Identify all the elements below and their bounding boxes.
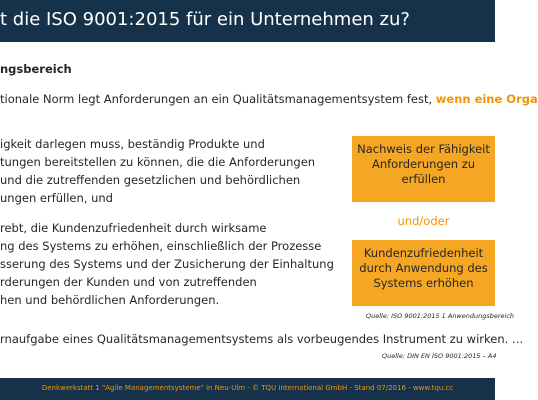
capability-box-line: erfüllen <box>401 172 446 186</box>
item2-line: hen und behördlichen Anforderungen. <box>0 293 220 307</box>
item2-line: sserung des Systems und der Zusicherung der Einhaltung <box>0 257 334 271</box>
footer-text: Denkwerkstatt 1 "Agile Managementsysteme" in Neu-Ulm - © TQU International GmbH - Stand 07/2016 - www.tqu.cc <box>41 384 454 392</box>
source-citation: Quelle: ISO 9001:2015 1 Anwendungsbereich <box>366 312 515 320</box>
item1-line: igkeit darlegen muss, beständig Produkte und <box>0 137 265 151</box>
satisfaction-box <box>352 240 495 306</box>
satisfaction-box-line: Systems erhöhen <box>373 276 474 290</box>
satisfaction-box-line: durch Anwendung des <box>359 261 488 275</box>
conclusion-text: rnaufgabe eines Qualitätsmanagementsystems als vorbeugendes Instrument zu wirken. … <box>0 332 524 346</box>
satisfaction-box-line: Kundenzufriedenheit <box>363 246 484 260</box>
slide-footer <box>0 378 495 400</box>
capability-box <box>352 136 495 202</box>
capability-box-line: Anforderungen zu <box>371 157 476 171</box>
slide-title: t die ISO 9001:2015 für ein Unternehmen zu? <box>0 9 410 30</box>
item2-line: rderungen der Kunden und von zutreffenden <box>0 275 257 289</box>
source-citation: Quelle: DIN EN ISO 9001:2015 – A4 <box>382 352 497 360</box>
slide-header <box>0 0 495 42</box>
item2-line: rebt, die Kundenzufriedenheit durch wirksame <box>0 221 267 235</box>
intro-highlight: wenn eine Orga <box>435 92 538 106</box>
section-heading: ngsbereich <box>0 62 72 76</box>
item2-line: ng des Systems zu erhöhen, einschließlich der Prozesse <box>0 239 322 253</box>
item1-line: ungen erfüllen, und <box>0 191 113 205</box>
slide-content <box>0 42 538 378</box>
item1-line: und die zutreffenden gesetzlichen und behördlichen <box>0 173 301 187</box>
intro-text: tionale Norm legt Anforderungen an ein Qualitätsmanagementsystem fest, <box>0 92 436 106</box>
capability-box-line: Nachweis der Fähigkeit <box>357 142 490 156</box>
connector-label: und/oder <box>397 214 450 228</box>
item1-line: tungen bereitstellen zu können, die die Anforderungen <box>0 155 316 169</box>
intro-paragraph <box>0 92 538 106</box>
